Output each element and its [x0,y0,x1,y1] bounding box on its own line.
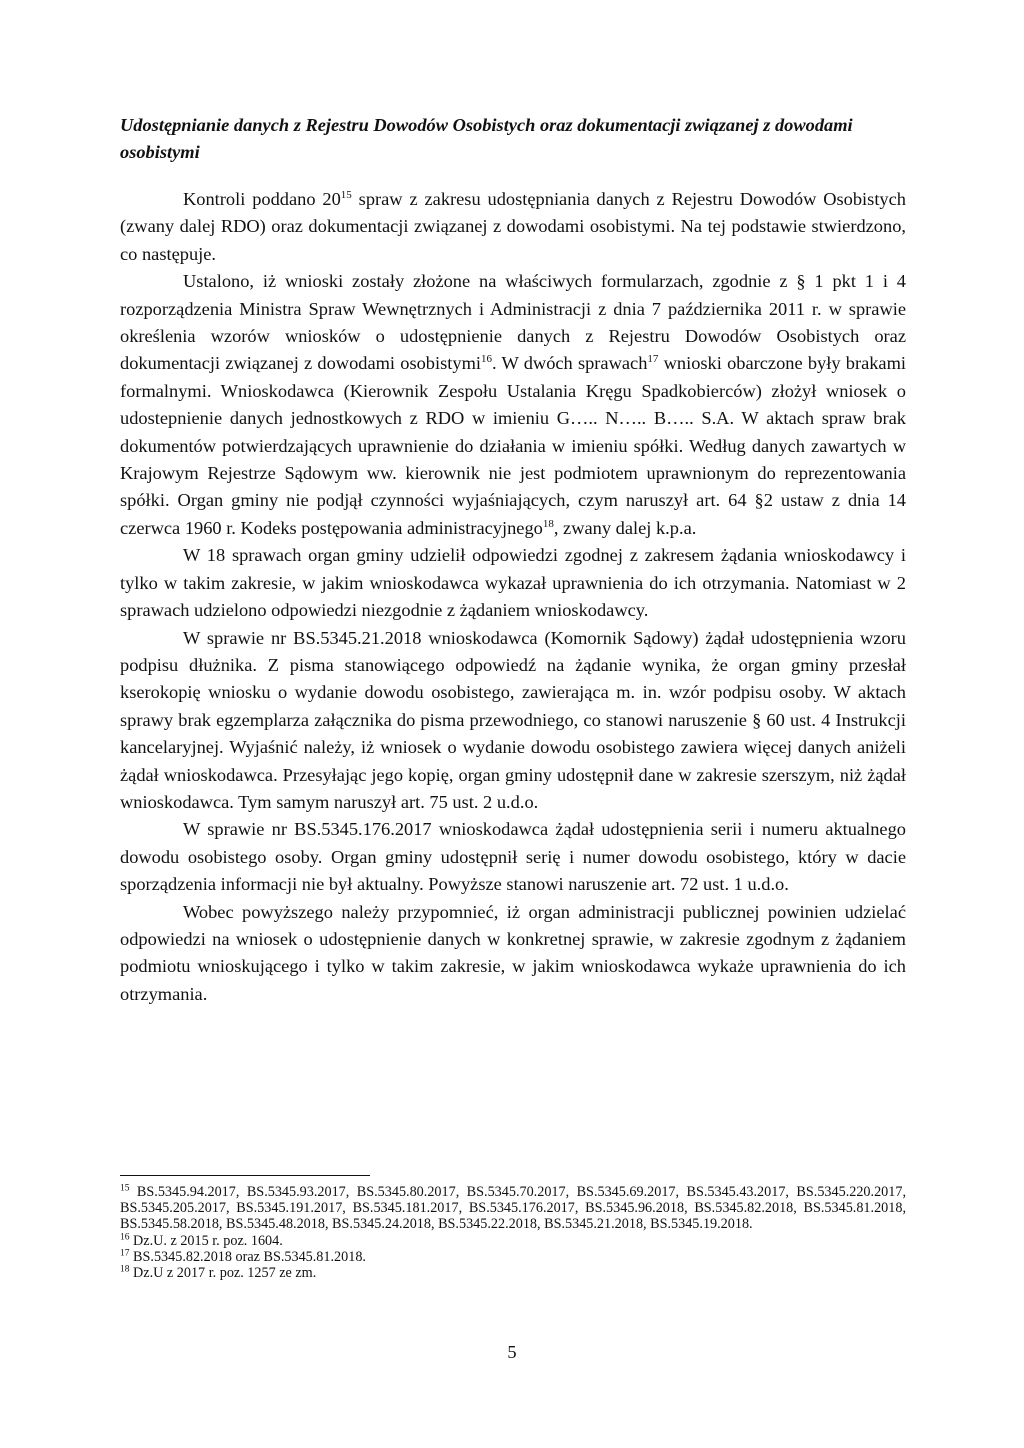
footnote-text: Dz.U. z 2015 r. poz. 1604. [129,1232,283,1249]
paragraph-text: wnioski obarczone były brakami formalnymi. Wnioskodawca (Kierownik Zespołu Ustalania Kręgu Spadkobierców) złożył wniosek o udostepnienie danych jednostkowych z RDO w imieniu G….. N….. B….. S.A. W aktach spraw brak dokumentów potwierdzających uprawnienie do działania w imieniu spółki. Według danych zawartych w Krajowym Rejestrze Sądowym ww. kierownik nie jest podmiotem uprawnionym do reprezentowania spółki. Organ gminy nie podjął czynności wyjaśniających, czym naruszył art. 64 §2 ustaw z dnia 14 czerwca 1960 r. Kodeks postępowania administracyjnego [120,353,907,538]
paragraph [120,186,906,268]
paragraph [120,542,906,624]
footnote-number: 15 [120,1183,130,1194]
paragraph-text: Wobec powyższego należy przypomnieć, iż organ administracji publicznej powinien udzielać odpowiedzi na wniosek o udostępnienie danych w konkretnej sprawie, w zakresie zgodnym z żądaniem podmiotu wnioskującego i tylko w takim zakresie, w jakim wnioskodawca wykaże uprawnienia do ich otrzymania. [120,901,906,1004]
section-heading: Udostępnianie danych z Rejestru Dowodów Osobistych oraz dokumentacji związanej z dowodami osobistymi [120,115,853,162]
footnote-text: BS.5345.82.2018 oraz BS.5345.81.2018. [129,1248,366,1265]
paragraph-text: W sprawie nr BS.5345.21.2018 wnioskodawca (Komornik Sądowy) żądał udostępnienia wzoru podpisu dłużnika. Z pisma stanowiącego odpowiedź na żądanie wynika, że organ gminy przesłał kserokopię wniosku o wydanie dowodu osobistego, zawierająca m. in. wzór podpisu osoby. W aktach sprawy brak egzemplarza załącznika do pisma przewodniego, co stanowi naruszenie § 60 ust. 4 Instrukcji kancelaryjnej. Wyjaśnić należy, iż wniosek o wydanie dowodu osobistego zawiera więcej danych aniżeli żądał wnioskodawca. Przesyłając jego kopię, organ gminy udostępnił dane w zakresie szerszym, niż żądał wnioskodawca. Tym samym naruszył art. 75 ust. 2 u.d.o. [120,627,906,812]
footnote [120,1233,906,1249]
paragraph-text: , zwany dalej k.p.a. [553,517,697,538]
footnote [120,1184,906,1233]
paragraph [120,625,906,817]
body-text [120,186,906,1008]
footnote-number: 18 [120,1264,130,1275]
footnote-reference: 15 [340,188,352,201]
paragraph [120,268,906,542]
footnote [120,1249,906,1265]
document-page [120,112,906,1008]
footnote-reference: 16 [481,353,492,366]
paragraph-text: W sprawie nr BS.5345.176.2017 wnioskodawca żądał udostępnienia serii i numeru aktualnego dowodu osobistego osoby. Organ gminy udostępnił serię i numer dowodu osobistego, który w dacie sporządzenia informacji nie był aktualny. Powyższe stanowi naruszenie art. 72 ust. 1 u.d.o. [120,819,906,895]
paragraph [120,816,906,898]
paragraph [120,899,906,1009]
footnote-number: 16 [120,1231,130,1242]
footnotes [120,1184,906,1281]
paragraph-text: spraw z zakresu udostępniania danych z Rejestru Dowodów Osobistych (zwany dalej RDO) oraz dokumentacji związanej z dowodami osobistymi. Na tej podstawie stwierdzono, co następuje. [120,189,906,264]
page-number: 5 [507,1342,517,1362]
footnote-text: BS.5345.94.2017, BS.5345.93.2017, BS.5345.80.2017, BS.5345.70.2017, BS.5345.69.2017, BS.5345.43.2017, BS.5345.220.2017, BS.5345.205.2017, BS.5345.191.2017, BS.5345.181.2017, BS.5345.176.2017, BS.5345.96.2018, BS.5345.82.2018, BS.5345.81.2018, BS.5345.58.2018, BS.5345.48.2018, BS.5345.24.2018, BS.5345.22.2018, BS.5345.21.2018, BS.5345.19.2018. [120,1184,906,1233]
footnote-number: 17 [120,1248,130,1259]
footnote [120,1265,906,1281]
footnote-reference: 18 [542,517,554,530]
footnote-separator [120,1175,370,1176]
paragraph-text: Kontroli poddano 20 [183,189,341,209]
paragraph-text: Ustalono, iż wnioski zostały złożone na właściwych formularzach, zgodnie z § 1 pkt 1 i 4 rozporządzenia Ministra Spraw Wewnętrznych i Administracji z dnia 7 października 2011 r. w sprawie określenia wzorów wniosków o udostępnienie danych z Rejestru Dowodów Osobistych oraz dokumentacji związanej z dowodami osobistymi [120,271,906,374]
paragraph-text: W 18 sprawach organ gminy udzielił odpowiedzi zgodnej z zakresem żądania wnioskodawcy i tylko w takim zakresie, w jakim wnioskodawca wykazał uprawnienia do ich otrzymania. Natomiast w 2 sprawach udzielono odpowiedzi niezgodnie z żądaniem wnioskodawcy. [120,545,906,621]
footnote-reference: 17 [647,353,659,366]
footnote-text: Dz.U z 2017 r. poz. 1257 ze zm. [129,1265,317,1282]
paragraph-text: . W dwóch sprawach [492,353,648,374]
